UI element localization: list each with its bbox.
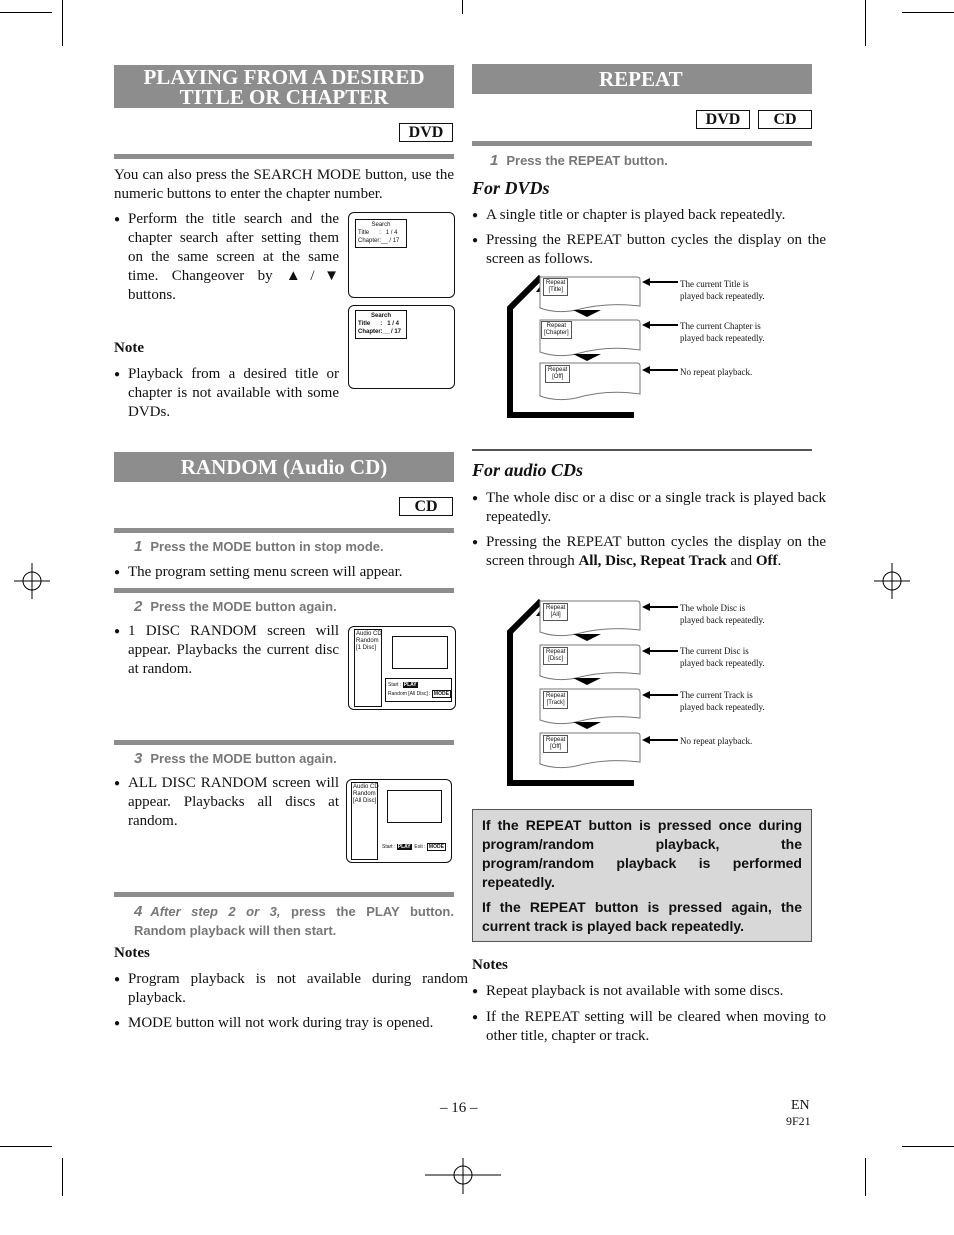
caption-line: The current Disc is bbox=[680, 646, 749, 656]
crop-mark bbox=[62, 0, 63, 46]
step-text: Press the MODE button again. bbox=[150, 599, 337, 614]
caption-line: played back repeatedly. bbox=[680, 702, 765, 712]
card-text: [Off] bbox=[552, 374, 564, 380]
crop-mark bbox=[462, 0, 463, 14]
step3-bullet: ● ALL DISC RANDOM screen will appear. Playbacks all discs at random. bbox=[114, 774, 339, 831]
screen-text: Audio CD bbox=[353, 784, 379, 790]
dvd-card-label bbox=[545, 365, 570, 383]
cd-bullet: ● The whole disc or a disc or a single track is played back repeatedly. bbox=[472, 489, 826, 527]
card-text: [Chapter] bbox=[544, 330, 569, 336]
title-line: TITLE OR CHAPTER bbox=[179, 85, 389, 109]
info-paragraph: If the REPEAT button is pressed again, the current track is played back repeatedly. bbox=[482, 899, 802, 934]
down-arrow bbox=[573, 354, 601, 361]
dvd-card-label bbox=[543, 278, 568, 296]
cd-card-label bbox=[543, 691, 568, 709]
card-text: [Title] bbox=[548, 287, 563, 293]
start-label: Start : bbox=[382, 844, 396, 850]
notes-heading: Notes bbox=[472, 957, 508, 973]
screen-label bbox=[356, 631, 382, 652]
step-text: Press the MODE button in stop mode. bbox=[150, 539, 384, 554]
intro-text: You can also press the SEARCH MODE button, use the numeric buttons to enter the chapter number. bbox=[114, 167, 454, 202]
crop-mark bbox=[0, 1146, 52, 1147]
text-part: and bbox=[726, 553, 756, 569]
screen-text: [All Disc] bbox=[353, 798, 377, 804]
caption-line: played back repeatedly. bbox=[680, 291, 765, 301]
dvd-caption bbox=[680, 278, 765, 302]
step-rule bbox=[472, 141, 812, 146]
step-rule bbox=[114, 588, 454, 593]
mode-key: MODE bbox=[433, 691, 449, 697]
caption-line: No repeat playback. bbox=[680, 367, 753, 377]
down-arrow bbox=[573, 678, 601, 685]
step-text: press the PLAY button. Random playback will then start. bbox=[134, 904, 454, 938]
step-text: Press the MODE button again. bbox=[150, 751, 337, 766]
cd-bullet bbox=[472, 533, 826, 571]
caption-line: No repeat playback. bbox=[680, 736, 753, 746]
text-bold: All, Disc, Repeat Track bbox=[578, 553, 727, 569]
note-bullet: ● MODE button will not work during tray is opened. bbox=[114, 1014, 468, 1033]
registration-mark bbox=[14, 563, 50, 599]
step-number: 2 bbox=[134, 598, 143, 615]
dvd-card-label bbox=[541, 321, 572, 339]
title-line: PLAYING FROM A DESIRED bbox=[143, 65, 425, 89]
cd-card-label bbox=[543, 647, 568, 665]
text-part: Pressing the REPEAT button cycles the display on the screen through bbox=[486, 534, 826, 569]
for-cds-heading: For audio CDs bbox=[472, 460, 584, 480]
screen-display bbox=[387, 790, 442, 823]
info-paragraph: If the REPEAT button is pressed once during program/random playback, the program/random playback is performed repeatedly. bbox=[482, 817, 802, 890]
screen-text: Random bbox=[356, 638, 379, 644]
play-key: PLAY bbox=[403, 682, 417, 688]
card-text: Repeat bbox=[546, 693, 566, 699]
cd-caption bbox=[680, 735, 752, 747]
step-text: Press the REPEAT button. bbox=[506, 153, 668, 168]
crop-mark bbox=[865, 1158, 866, 1196]
dvd-bullet: ● Pressing the REPEAT button cycles the display on the screen as follows. bbox=[472, 231, 826, 269]
dvd-badge: DVD bbox=[696, 110, 750, 129]
random-screen-2 bbox=[346, 779, 452, 863]
card-text: Repeat bbox=[546, 737, 566, 743]
screen-footer bbox=[382, 844, 446, 851]
crop-mark bbox=[0, 12, 52, 13]
note-bullet: ● If the REPEAT setting will be cleared when moving to other title, chapter or track. bbox=[472, 1008, 826, 1046]
screen-text bbox=[388, 691, 451, 698]
step-rule bbox=[114, 528, 454, 533]
card-text: Repeat bbox=[548, 367, 568, 373]
down-arrow bbox=[573, 722, 601, 729]
cd-caption bbox=[680, 645, 765, 669]
dvd-caption bbox=[680, 320, 765, 344]
start-label: Start : bbox=[388, 682, 402, 688]
cd-badge: CD bbox=[399, 497, 453, 516]
dvd-bullet: ● A single title or chapter is played back repeatedly. bbox=[472, 206, 826, 225]
screen-display bbox=[392, 636, 448, 669]
cd-caption bbox=[680, 689, 765, 713]
down-arrow bbox=[573, 310, 601, 317]
card-text: Repeat bbox=[546, 280, 566, 286]
pointer-arrows bbox=[642, 276, 680, 378]
section-rule bbox=[472, 449, 812, 451]
card-text: [Track] bbox=[546, 700, 565, 706]
step-1 bbox=[134, 538, 454, 555]
caption-line: played back repeatedly. bbox=[680, 658, 765, 668]
random-screen-1 bbox=[348, 626, 456, 710]
crop-mark bbox=[902, 12, 954, 13]
exit-label: Exit : bbox=[414, 844, 426, 850]
language-code: EN bbox=[791, 1098, 810, 1113]
step-rule bbox=[114, 892, 454, 897]
screen-text bbox=[388, 682, 418, 689]
page-number: – 16 – bbox=[440, 1100, 478, 1116]
notes-heading: Notes bbox=[114, 945, 150, 961]
caption-line: The current Title is bbox=[680, 279, 749, 289]
card-text: [Off] bbox=[550, 744, 562, 750]
caption-line: The current Track is bbox=[680, 690, 753, 700]
repeat-step-1 bbox=[490, 152, 810, 169]
cd-caption bbox=[680, 602, 765, 626]
step1-bullet: ● The program setting menu screen will appear. bbox=[114, 563, 468, 582]
step-number: 1 bbox=[134, 538, 143, 555]
search-screen-1 bbox=[348, 212, 455, 298]
card-text: [Disc] bbox=[548, 656, 564, 662]
screen-footer bbox=[385, 678, 452, 702]
step-number: 1 bbox=[490, 152, 499, 169]
play-key: PLAY bbox=[397, 844, 411, 850]
search-line: Chapter:__ / 17 bbox=[358, 238, 400, 244]
step-3 bbox=[134, 750, 454, 767]
search-title: Search bbox=[370, 313, 391, 319]
search-box bbox=[355, 310, 407, 339]
screen-text: Audio CD bbox=[356, 631, 382, 637]
step-number: 3 bbox=[134, 750, 143, 767]
dvd-caption bbox=[680, 366, 752, 378]
card-text: Repeat bbox=[546, 605, 566, 611]
crop-mark bbox=[865, 0, 866, 46]
step2-bullet: ● 1 DISC RANDOM screen will appear. Playbacks the current disc at random. bbox=[114, 622, 339, 679]
step-number: 4 bbox=[134, 903, 143, 920]
section-title-desired-title bbox=[114, 65, 454, 108]
caption-line: played back repeatedly. bbox=[680, 615, 765, 625]
dvd-badge: DVD bbox=[399, 123, 453, 142]
bullet-perform: ● Perform the title search and the chapter search after setting them on the same screen at the same time. Changeover by ▲/▼ buttons. bbox=[114, 210, 339, 305]
crop-mark bbox=[62, 1158, 63, 1196]
text-bold: Off bbox=[755, 553, 778, 569]
step-2 bbox=[134, 598, 454, 615]
section-rule bbox=[114, 154, 454, 159]
screen-text: Random bbox=[353, 791, 376, 797]
caption-line: The whole Disc is bbox=[680, 603, 746, 613]
crop-mark bbox=[902, 1146, 954, 1147]
screen-label bbox=[353, 784, 379, 805]
card-text: Repeat bbox=[546, 649, 566, 655]
down-arrow bbox=[573, 634, 601, 641]
registration-mark bbox=[874, 563, 910, 599]
cd-card-label bbox=[543, 603, 568, 621]
cd-card-label bbox=[543, 735, 568, 753]
search-line: Title : 1 / 4 bbox=[358, 321, 399, 327]
pointer-arrows bbox=[642, 601, 680, 747]
note-heading: Note bbox=[114, 340, 144, 356]
card-text: [All] bbox=[550, 612, 561, 618]
screen-text: [1 Disc] bbox=[356, 645, 377, 651]
section-title-repeat: REPEAT bbox=[472, 64, 812, 94]
search-line: Chapter:__ / 17 bbox=[358, 329, 402, 335]
for-dvds-heading: For DVDs bbox=[472, 178, 550, 198]
model-code: 9F21 bbox=[786, 1114, 811, 1128]
search-screen-2 bbox=[348, 305, 455, 389]
cd-badge: CD bbox=[758, 110, 812, 129]
mode-key: MODE bbox=[428, 844, 444, 850]
section-title-random: RANDOM (Audio CD) bbox=[114, 452, 454, 482]
text-part: . bbox=[777, 553, 782, 569]
caption-line: The current Chapter is bbox=[680, 321, 761, 331]
random-label: Random [All Disc] : bbox=[388, 691, 431, 697]
note-bullet: ● Repeat playback is not available with some discs. bbox=[472, 982, 826, 1001]
note-bullet: ● Program playback is not available during random playback. bbox=[114, 970, 468, 1008]
registration-mark bbox=[425, 1158, 501, 1194]
step-rule bbox=[114, 740, 454, 745]
info-box bbox=[472, 809, 812, 942]
caption-line: played back repeatedly. bbox=[680, 333, 765, 343]
search-box bbox=[355, 219, 407, 248]
step-4 bbox=[134, 902, 454, 940]
search-title: Search bbox=[371, 222, 391, 228]
step-italic: After step 2 or 3, bbox=[150, 904, 281, 919]
card-text: Repeat bbox=[546, 323, 567, 329]
search-line: Title : 1 / 4 bbox=[358, 230, 398, 236]
note-bullet: ● Playback from a desired title or chapter is not available with some DVDs. bbox=[114, 365, 339, 422]
